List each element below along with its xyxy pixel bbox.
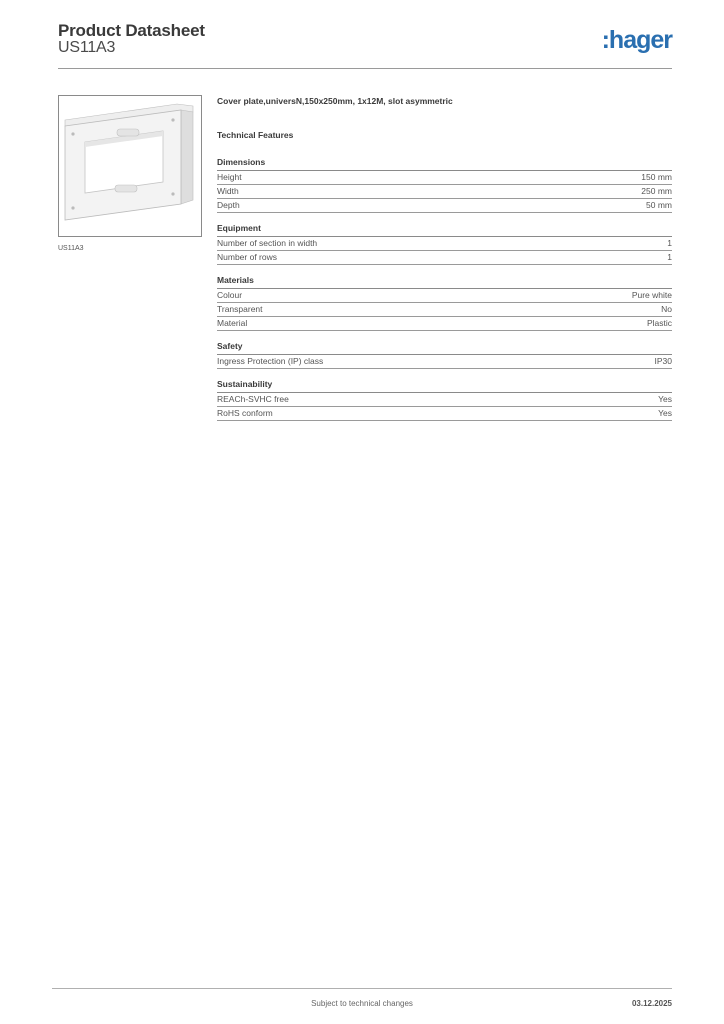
spec-value: 250 mm xyxy=(641,186,672,196)
spec-row xyxy=(217,355,672,369)
footer-date: 03.12.2025 xyxy=(631,999,672,1008)
hager-logo: :hager xyxy=(601,26,672,54)
cover-plate-illustration xyxy=(59,96,201,236)
page-title: Product Datasheet xyxy=(58,21,205,40)
spec-row xyxy=(217,171,672,185)
spec-value: 1 xyxy=(667,252,672,262)
spec-label: Depth xyxy=(217,200,240,210)
spec-label: Material xyxy=(217,318,248,328)
spec-row xyxy=(217,303,672,317)
section-title: Equipment xyxy=(217,223,672,237)
section-title: Safety xyxy=(217,341,672,355)
spec-row xyxy=(217,251,672,265)
footer-divider xyxy=(52,988,672,989)
technical-features-heading: Technical Features xyxy=(217,130,294,140)
spec-value: No xyxy=(661,304,672,314)
spec-value: 150 mm xyxy=(641,172,672,182)
spec-label: REACh-SVHC free xyxy=(217,394,289,404)
section-sustainability xyxy=(217,379,672,421)
spec-row xyxy=(217,237,672,251)
spec-value: Plastic xyxy=(646,318,672,328)
spec-row xyxy=(217,317,672,331)
spec-value: Yes xyxy=(658,408,672,418)
spec-value: Pure white xyxy=(631,290,672,300)
spec-value: IP30 xyxy=(654,356,672,366)
spec-label: Number of section in width xyxy=(217,238,318,248)
product-description: Cover plate,universN,150x250mm, 1x12M, slot asymmetric xyxy=(217,96,453,106)
footer-note: Subject to technical changes xyxy=(311,999,413,1008)
section-safety xyxy=(217,341,672,369)
section-title: Materials xyxy=(217,275,672,289)
spec-row xyxy=(217,185,672,199)
section-dimensions xyxy=(217,157,672,213)
section-equipment xyxy=(217,223,672,265)
spec-label: Transparent xyxy=(217,304,263,314)
spec-label: Ingress Protection (IP) class xyxy=(217,356,324,366)
spec-label: RoHS conform xyxy=(217,408,273,418)
spec-row xyxy=(217,289,672,303)
spec-row xyxy=(217,407,672,421)
spec-label: Height xyxy=(217,172,242,182)
spec-row xyxy=(217,393,672,407)
header-divider xyxy=(58,68,672,69)
section-materials xyxy=(217,275,672,331)
section-title: Sustainability xyxy=(217,379,672,393)
image-caption: US11A3 xyxy=(58,245,84,252)
spec-label: Colour xyxy=(217,290,243,300)
feature-sections xyxy=(217,157,672,421)
spec-label: Number of rows xyxy=(217,252,277,262)
spec-value: 50 mm xyxy=(646,200,672,210)
spec-value: Yes xyxy=(658,394,672,404)
product-details xyxy=(217,96,672,431)
section-title: Dimensions xyxy=(217,157,672,171)
article-number: US11A3 xyxy=(58,39,116,56)
product-image xyxy=(58,95,202,237)
spec-label: Width xyxy=(217,186,239,196)
spec-row xyxy=(217,199,672,213)
spec-value: 1 xyxy=(667,238,672,248)
